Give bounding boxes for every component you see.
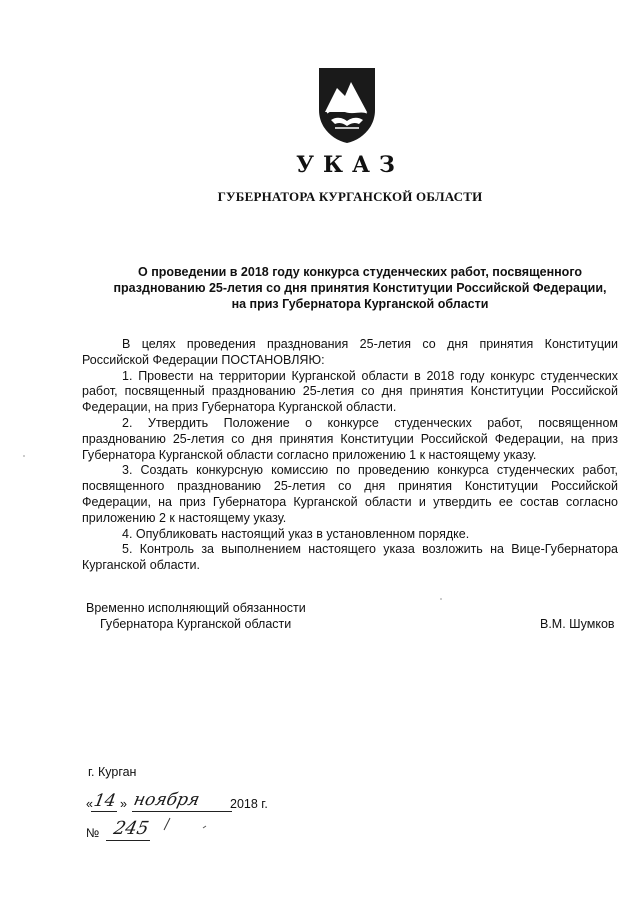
paragraph-item-5: 5. Контроль за выполнением настоящего указа возложить на Вице-Губернатора Курганской области. xyxy=(82,542,618,573)
paragraph-item-4: 4. Опубликовать настоящий указ в установленном порядке. xyxy=(122,526,470,541)
pen-dot xyxy=(203,826,206,828)
pen-stroke xyxy=(164,818,170,830)
date-close-quote: » xyxy=(120,797,127,811)
place-of-issue: г. Курган xyxy=(88,765,137,779)
signer-position-line2: Губернатора Курганской области xyxy=(100,617,292,631)
heading-line: на приз Губернатора Курганской области xyxy=(231,297,489,311)
document-title: УКАЗ xyxy=(296,152,404,178)
document-subtitle: ГУБЕРНАТОРА КУРГАНСКОЙ ОБЛАСТИ xyxy=(217,189,483,204)
heading-line: О проведении в 2018 году конкурса студенческих работ, посвященного xyxy=(138,265,582,279)
number-value-handwritten: 245 xyxy=(111,818,151,839)
date-day-handwritten: 14 xyxy=(92,791,118,811)
signer-name: В.М. Шумков xyxy=(540,617,615,631)
date-open-quote: « xyxy=(86,797,93,811)
number-label: № xyxy=(86,826,100,840)
paragraph-item-1: 1. Провести на территории Курганской области в 2018 году конкурс студенческих работ, посвященный празднованию 25-летия со дня принятия Конституции Российской Федерации, на приз Губернатора Курганской области. xyxy=(82,368,618,415)
heading-line: празднованию 25-летия со дня принятия Конституции Российской Федерации, xyxy=(113,281,607,295)
paragraph-item-2: 2. Утвердить Положение о конкурсе студенческих работ, посвященном празднованию 25-летия со дня принятия Конституции Российской Федерации, на приз Губернатора Курганской области согласно приложению 1 к настоящему указу. xyxy=(82,415,618,462)
signer-position-line1: Временно исполняющий обязанности xyxy=(86,601,306,615)
paragraph-preamble: В целях проведения празднования 25-летия со дня принятия Конституции Российской Федерации ПОСТАНОВЛЯЮ: xyxy=(82,337,618,367)
paragraph-item-3: 3. Создать конкурсную комиссию по проведению конкурса студенческих работ, посвященного празднованию 25-летия со дня принятия Конституции Российской Федерации, на приз Губернатора Курганской области и утвердить ее состав согласно приложению 2 к настоящему указу. xyxy=(82,463,618,525)
date-year: 2018 г. xyxy=(230,797,268,811)
date-month-handwritten: ноября xyxy=(131,790,202,810)
